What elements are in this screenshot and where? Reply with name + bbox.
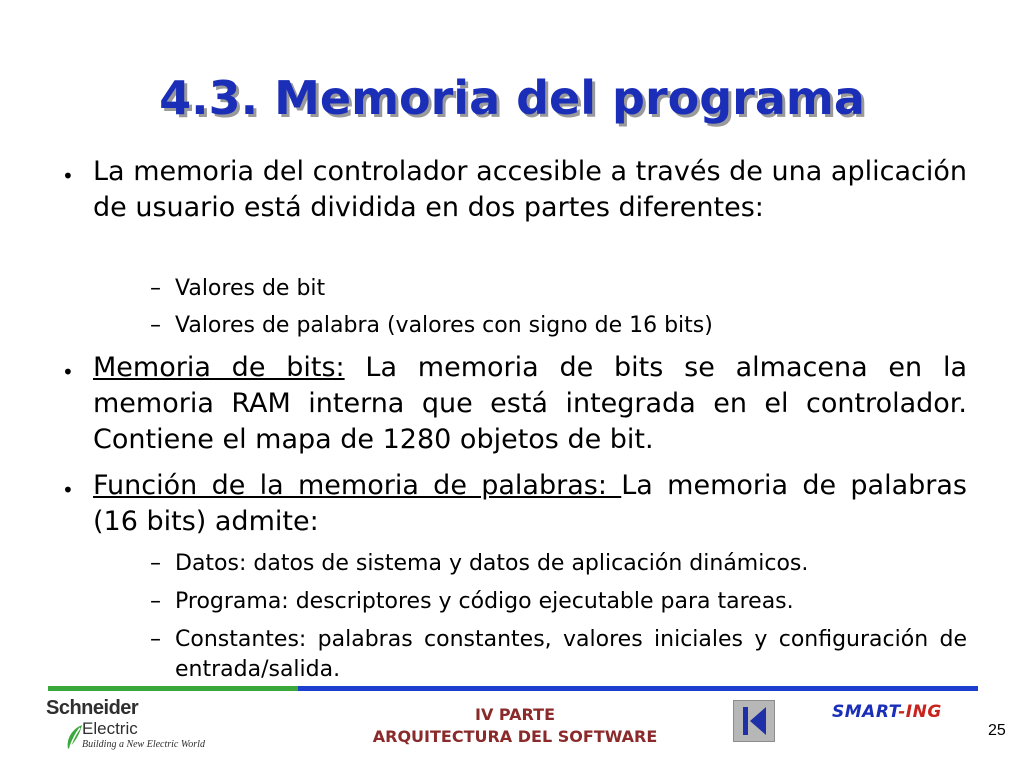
dash-mark: – [150, 276, 161, 301]
brand-ing: -ING [898, 702, 942, 722]
footer-divider-blue [298, 686, 978, 691]
brand-smart: SMART [832, 702, 899, 722]
sub-item-text: Valores de bit [175, 276, 326, 301]
course-part-label [340, 704, 690, 748]
bullet-text: La memoria de bits se almacena en la memoria RAM interna que está integrada en el controlador. Contiene el mapa de 1280 objetos de bit. [93, 352, 967, 455]
sub-item-constants [150, 625, 967, 685]
slide-title: 4.3. Memoria del programa [159, 71, 865, 125]
bullet-mark: • [62, 164, 74, 188]
sub-item-data [150, 549, 967, 579]
logo-tagline: Building a New Electric World [82, 739, 205, 750]
skip-to-end-icon [734, 701, 774, 741]
bullet-mark: • [62, 360, 74, 384]
sub-item-program [150, 587, 967, 617]
smart-ing-logo [832, 702, 942, 722]
part-title: ARQUITECTURA DEL SOFTWARE [372, 727, 658, 746]
bullet-text: La memoria de palabras (16 bits) admite: [93, 470, 967, 537]
bullet-controller-memory [62, 154, 967, 226]
bullet-heading: Función de la memoria de palabras: [93, 470, 622, 501]
sub-item-bit-values [150, 274, 967, 304]
page-number: 25 [988, 722, 1006, 739]
sub-item-text: Valores de palabra (valores con signo de 16 bits) [175, 313, 713, 338]
leaf-logo-icon [64, 721, 84, 751]
dash-mark: – [150, 589, 161, 614]
schneider-electric-logo [46, 697, 246, 759]
sub-item-text: Datos: datos de sistema y datos de aplicación dinámicos. [175, 551, 809, 576]
bullet-word-memory [62, 468, 967, 540]
logo-electric: Electric [82, 719, 138, 738]
part-number: IV PARTE [475, 705, 555, 724]
bullet-mark: • [62, 478, 74, 502]
bullet-bit-memory [62, 350, 967, 458]
dash-mark: – [150, 313, 161, 338]
bullet-text: La memoria del controlador accesible a través de una aplicación de usuario está dividida en dos partes diferentes: [93, 156, 967, 223]
logo-name: Schneider [46, 697, 139, 719]
bullet-heading: Memoria de bits: [93, 352, 345, 383]
sub-item-text: Programa: descriptores y código ejecutable para tareas. [175, 589, 794, 614]
footer-divider-green [48, 686, 298, 691]
dash-mark: – [150, 551, 161, 576]
dash-mark: – [150, 627, 161, 652]
go-to-end-button[interactable] [733, 700, 775, 742]
sub-item-text: Constantes: palabras constantes, valores iniciales y configuración de entrada/salida. [175, 627, 967, 682]
sub-item-word-values [150, 311, 967, 341]
